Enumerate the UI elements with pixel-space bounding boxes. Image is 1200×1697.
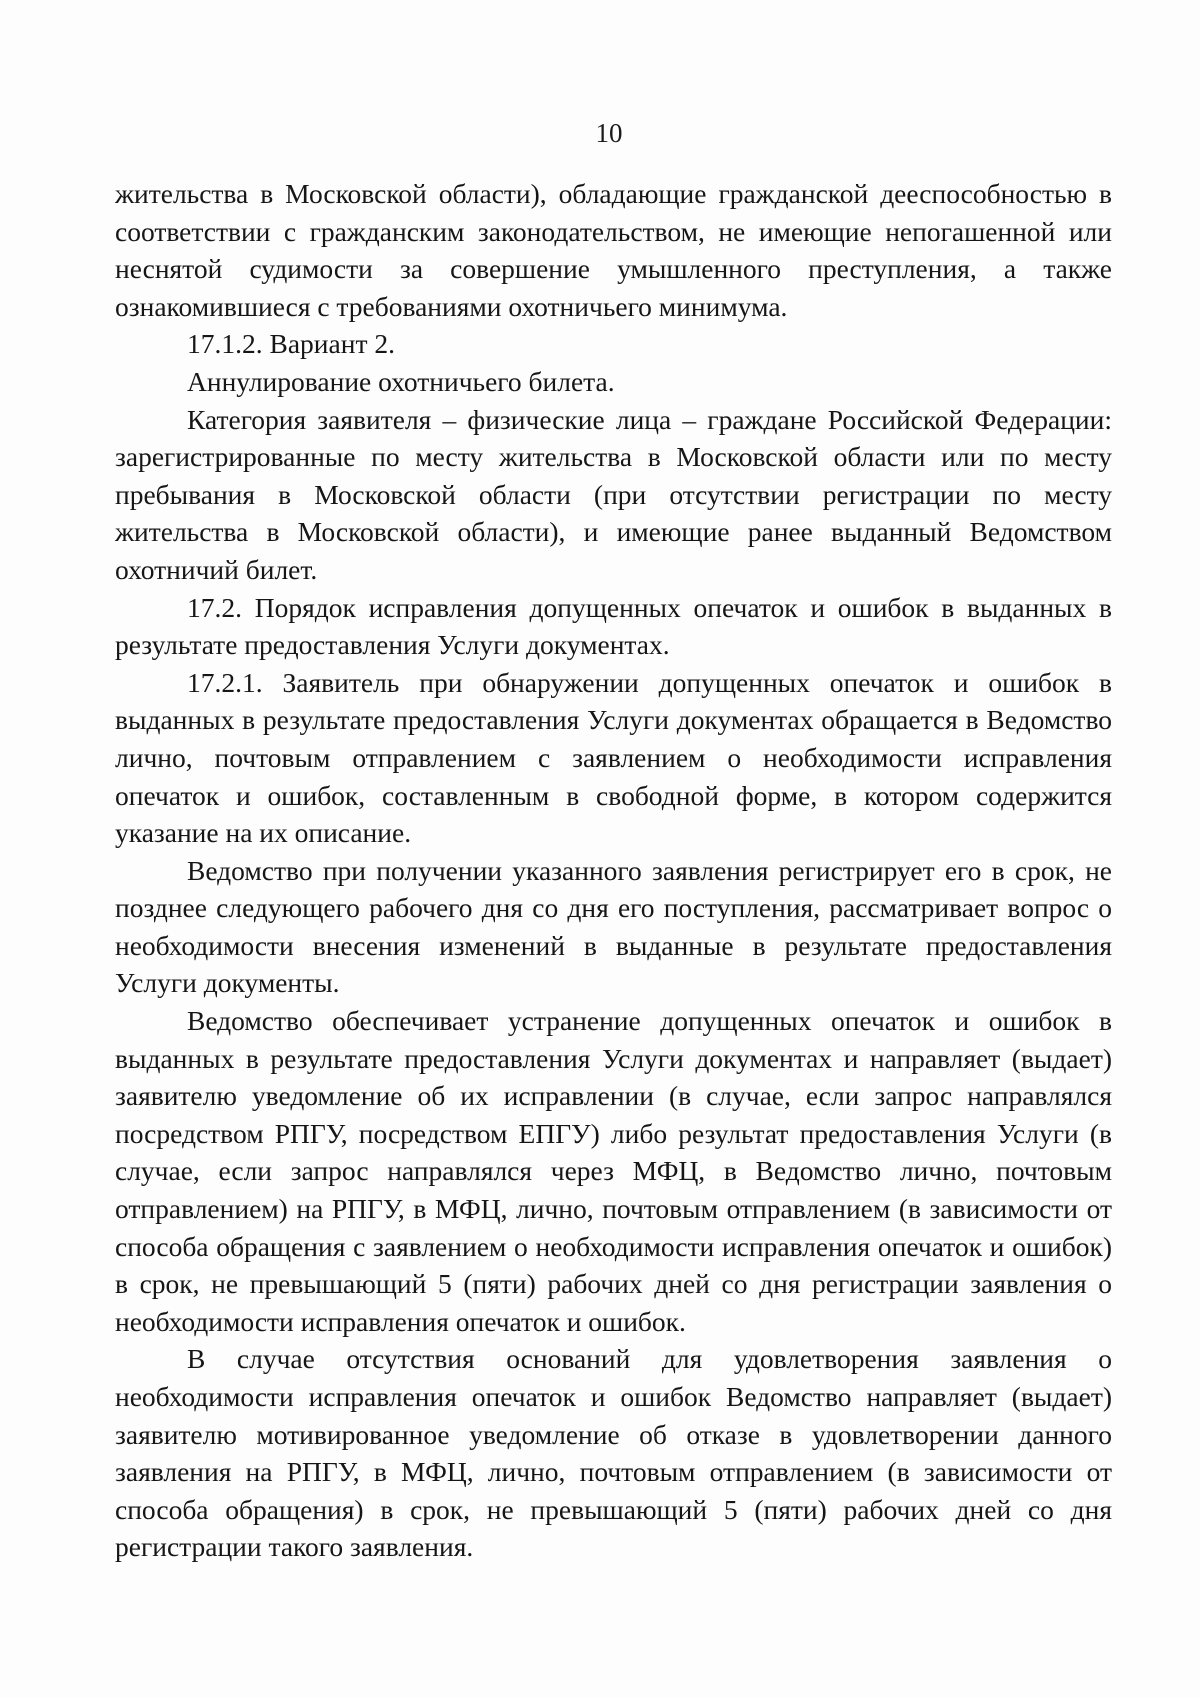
- paragraph-applicant-category: Категория заявителя – физические лица – граждане Российской Федерации: зарегистрированные по месту жительства в Московской области или по месту пребывания в Московской области (при отсутствии регистрации по месту жительства в Московской области), и имеющие ранее выданный Ведомством охотничий билет.: [115, 403, 1112, 585]
- paragraph-variant-title: Аннулирование охотничьего билета.: [187, 365, 615, 397]
- paragraph-variant-heading: 17.1.2. Вариант 2.: [187, 328, 395, 360]
- paragraph-section-17-2: 17.2. Порядок исправления допущенных опечаток и ошибок в выданных в результате предоставления Услуги документах.: [115, 591, 1112, 661]
- page-number: 10: [595, 118, 623, 148]
- paragraph-section-17-2-1: 17.2.1. Заявитель при обнаружении допущенных опечаток и ошибок в выданных в результате предоставления Услуги документах обращается в Ведомство лично, почтовым отправлением с заявлением о необходимости исправления опечаток и ошибок, составленным в свободной форме, в котором содержится указание на их описание.: [115, 666, 1112, 849]
- paragraph-refusal: В случае отсутствия оснований для удовлетворения заявления о необходимости исправления опечаток и ошибок Ведомство направляет (выдает) заявителю мотивированное уведомление об отказе в удовлетворении данного заявления на РПГУ, в МФЦ, лично, почтовым отправлением (в зависимости от способа обращения) в срок, не превышающий 5 (пяти) рабочих дней со дня регистрации такого заявления.: [115, 1343, 1112, 1563]
- paragraph-continuation: жительства в Московской области), обладающие гражданской дееспособностью в соответствии с гражданским законодательством, не имеющие непогашенной или неснятой судимости за совершение умышленного преступления, а также ознакомившиеся с требованиями охотничьего минимума.: [115, 178, 1112, 322]
- document-body: [115, 175, 1112, 1566]
- paragraph-registration: Ведомство при получении указанного заявления регистрирует его в срок, не позднее следующего рабочего дня со дня его поступления, рассматривает вопрос о необходимости внесения изменений в выданные в результате предоставления Услуги документы.: [115, 854, 1112, 999]
- paragraph-correction: Ведомство обеспечивает устранение допущенных опечаток и ошибок в выданных в результате предоставления Услуги документах и направляет (выдает) заявителю уведомление об их исправлении (в случае, если запрос направлялся посредством РПГУ, посредством ЕПГУ) либо результат предоставления Услуги (в случае, если запрос направлялся через МФЦ, в Ведомство лично, почтовым отправлением) на РПГУ, в МФЦ, лично, почтовым отправлением (в зависимости от способа обращения с заявлением о необходимости исправления опечаток и ошибок) в срок, не превышающий 5 (пяти) рабочих дней со дня регистрации заявления о необходимости исправления опечаток и ошибок.: [115, 1005, 1112, 1337]
